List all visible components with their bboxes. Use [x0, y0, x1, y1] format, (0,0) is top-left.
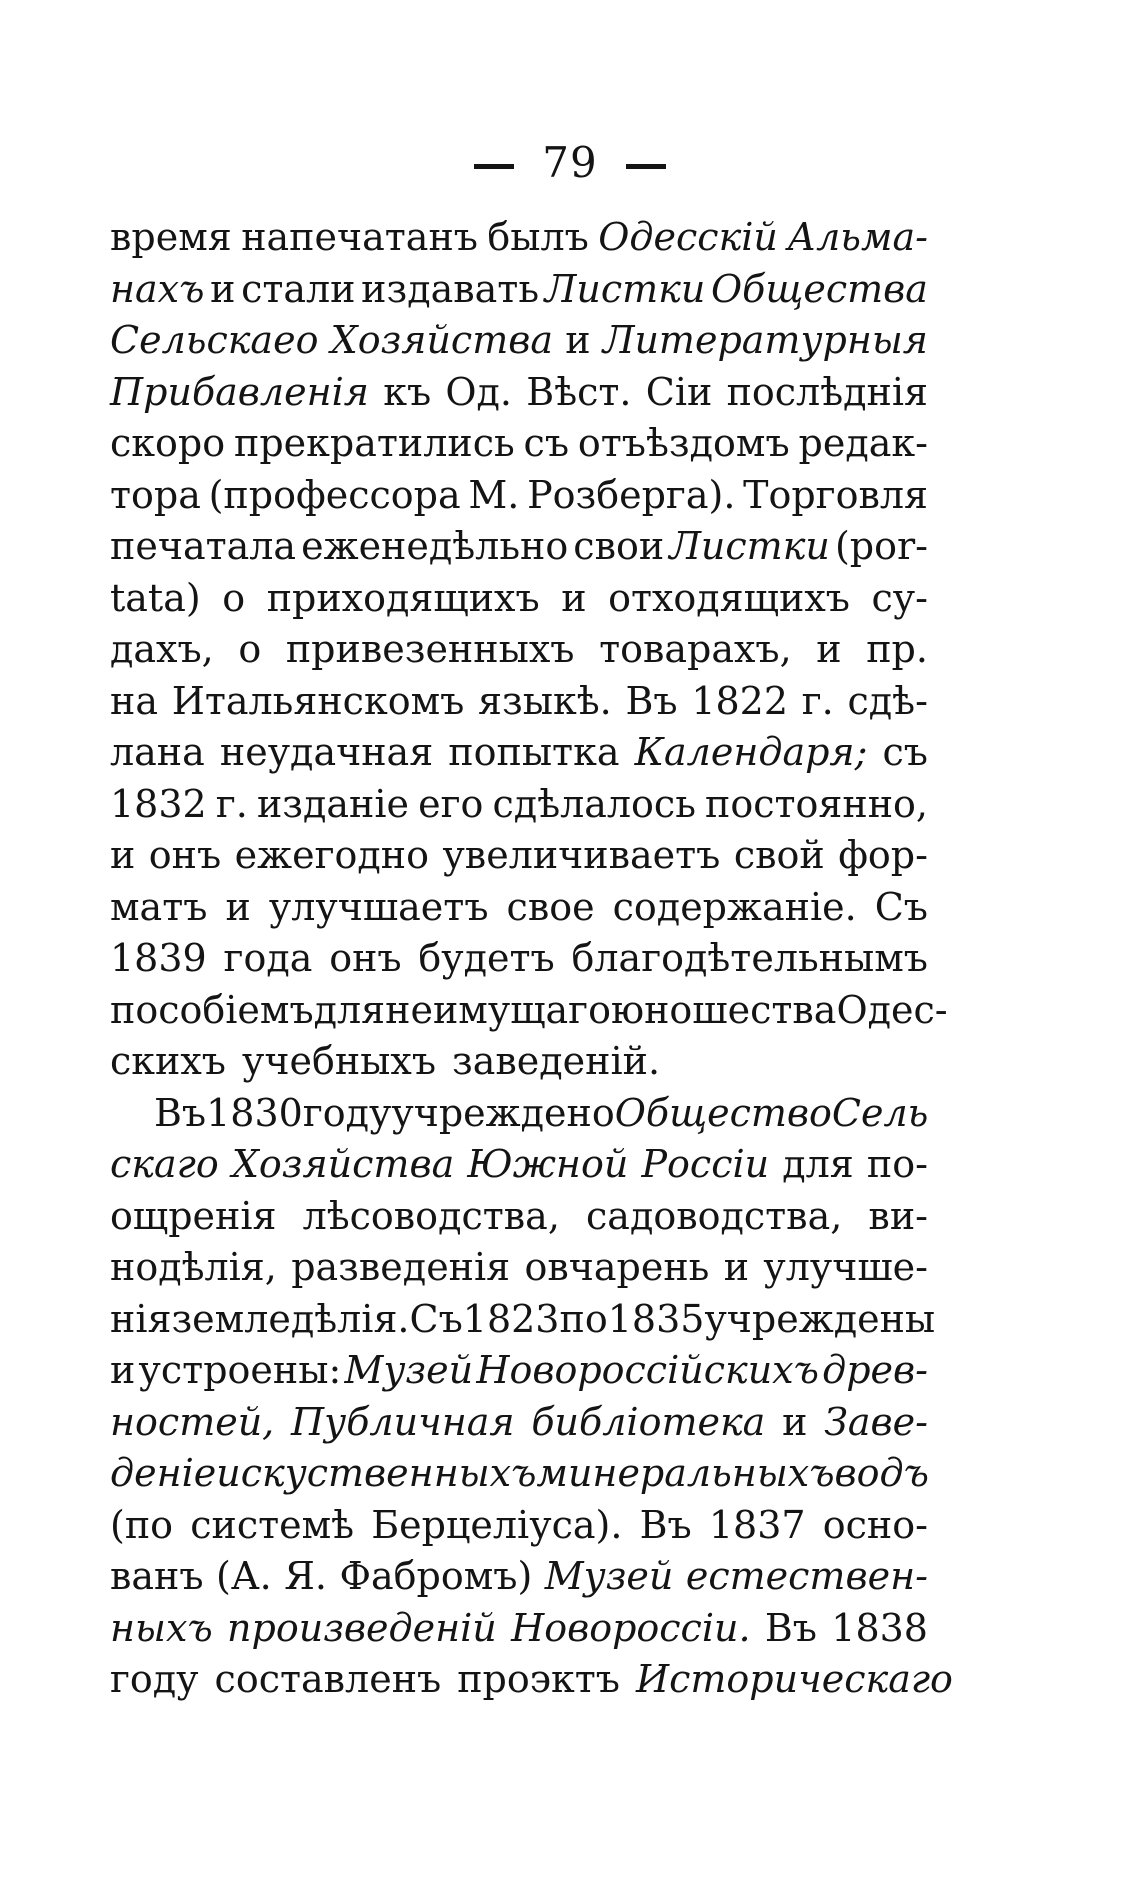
- word: лѣсоводства,: [302, 1193, 560, 1238]
- word: свое: [506, 884, 595, 929]
- word: время: [110, 215, 232, 259]
- text-line: [110, 933, 928, 985]
- word: Новороссійскихъ: [476, 1348, 819, 1392]
- word: къ: [383, 369, 432, 414]
- word: году: [110, 1657, 199, 1701]
- word: и: [210, 266, 236, 311]
- word: свои: [573, 524, 665, 568]
- text-line: [110, 676, 928, 728]
- word: произведеній: [227, 1605, 497, 1650]
- word: еженедѣльно: [301, 524, 569, 568]
- word: о: [238, 627, 262, 671]
- text-line: [110, 1036, 928, 1088]
- text-line: [110, 1294, 936, 1346]
- text-line: [110, 727, 928, 779]
- word: Музей: [344, 1348, 474, 1392]
- word: отходящихъ: [608, 575, 850, 620]
- word: юношества: [610, 987, 837, 1032]
- word: напечатанъ: [241, 215, 478, 259]
- text-line: [110, 264, 928, 316]
- word: попытка: [448, 730, 620, 774]
- word: онъ: [329, 936, 402, 980]
- word: искуственныхъ: [216, 1451, 537, 1495]
- word: прекратились: [234, 421, 515, 465]
- word: скоро: [110, 421, 226, 465]
- word: земледѣлія.: [171, 1296, 410, 1341]
- word: Од.: [445, 369, 513, 414]
- word: ванъ: [110, 1554, 204, 1598]
- word: содержаніе.: [612, 884, 857, 929]
- text-line: [110, 1088, 928, 1140]
- body-text: [110, 212, 953, 1706]
- word: ви-: [868, 1193, 928, 1238]
- word: лана: [110, 730, 205, 774]
- word: Новороссіи.: [511, 1605, 751, 1650]
- word: Съ: [409, 1296, 463, 1341]
- word: о: [222, 575, 246, 620]
- word: скихъ: [110, 1039, 226, 1083]
- word: матъ: [110, 884, 208, 929]
- text-line: [110, 470, 928, 522]
- word: древ-: [822, 1348, 928, 1392]
- word: и: [782, 1399, 808, 1444]
- word: деніе: [110, 1451, 217, 1495]
- text-line: [110, 1139, 928, 1191]
- word: нахъ: [110, 266, 205, 311]
- word: съ: [882, 730, 928, 774]
- word: водъ: [834, 1451, 929, 1495]
- word: М.: [468, 472, 520, 517]
- header-dash-right: [626, 164, 666, 169]
- word: языкѣ.: [478, 678, 612, 723]
- word: (профессора: [208, 472, 461, 517]
- word: Историческаго: [635, 1657, 953, 1701]
- text-line: [110, 1397, 928, 1449]
- word: издавать: [361, 266, 540, 311]
- text-line: [110, 573, 928, 625]
- word: минеральныхъ: [536, 1451, 835, 1495]
- word: привезенныхъ: [285, 627, 575, 671]
- word: Хозяйства: [231, 1142, 455, 1186]
- word: печатала: [110, 524, 297, 568]
- text-line: [110, 1551, 928, 1603]
- text-line: [110, 985, 948, 1037]
- word: году: [302, 1090, 392, 1135]
- word: неимущаго: [385, 987, 611, 1032]
- word: Календаря;: [634, 730, 868, 774]
- word: Общество: [614, 1090, 832, 1135]
- word: tata): [110, 575, 201, 620]
- word: Россіи: [641, 1142, 770, 1186]
- text-line: [110, 1603, 928, 1655]
- word: Литературныя: [602, 318, 928, 362]
- word: 1832: [110, 781, 207, 826]
- text-line: [110, 1191, 928, 1243]
- text-line: [110, 830, 928, 882]
- word: сдѣ-: [847, 678, 928, 723]
- word: 1823: [462, 1296, 560, 1341]
- word: г.: [215, 781, 248, 826]
- word: неудачная: [219, 730, 434, 774]
- word: пр.: [866, 627, 928, 671]
- word: учебныхъ: [241, 1039, 436, 1083]
- word: Розберга).: [527, 472, 736, 517]
- word: на: [110, 678, 158, 723]
- word: 1837: [708, 1502, 806, 1547]
- word: стали: [241, 266, 356, 311]
- word: Музей: [544, 1554, 674, 1598]
- word: Хозяйства: [330, 318, 554, 362]
- word: и: [565, 318, 591, 362]
- word: улучшаетъ: [268, 884, 489, 929]
- text-line: [110, 779, 928, 831]
- word: Листки: [544, 266, 706, 311]
- word: Альма-: [787, 215, 928, 259]
- word: будетъ: [418, 936, 555, 980]
- page-number: 79: [542, 138, 598, 187]
- word: скаго: [110, 1142, 219, 1186]
- text-line: [110, 1242, 928, 1294]
- word: сдѣлалось: [492, 781, 696, 826]
- word: Сель: [831, 1090, 929, 1135]
- word: Заве-: [824, 1399, 928, 1444]
- word: 1838: [831, 1605, 928, 1650]
- word: увеличиваетъ: [442, 833, 721, 877]
- word: редак-: [798, 421, 928, 465]
- word: Общества: [710, 266, 928, 311]
- word: учреждены: [704, 1296, 936, 1341]
- word: учреждено: [391, 1090, 615, 1135]
- text-line: [110, 212, 928, 264]
- word: Сіи: [645, 369, 713, 414]
- text-line: [110, 1654, 953, 1706]
- word: Одесскій: [598, 215, 778, 259]
- word: 1830: [206, 1090, 303, 1135]
- word: отъѣздомъ: [577, 421, 790, 465]
- word: дахъ,: [110, 627, 214, 671]
- word: по-: [866, 1142, 928, 1186]
- word: 1839: [110, 936, 207, 980]
- word: по: [559, 1296, 608, 1341]
- word: Въ: [764, 1605, 817, 1650]
- word: тора: [110, 472, 201, 517]
- word: и: [110, 833, 136, 877]
- word: составленъ: [214, 1657, 442, 1701]
- word: (по: [110, 1502, 174, 1547]
- header-dash-left: [474, 164, 514, 169]
- word: и: [225, 884, 251, 929]
- word: постоянно,: [705, 781, 928, 826]
- word: былъ: [487, 215, 589, 259]
- text-line: [110, 1448, 928, 1500]
- word: овчарень: [524, 1245, 710, 1289]
- text-line: [110, 1500, 928, 1552]
- word: съ: [523, 421, 570, 465]
- word: Съ: [874, 884, 928, 929]
- word: проэктъ: [457, 1657, 620, 1701]
- word: и: [561, 575, 587, 620]
- word: садоводства,: [586, 1193, 843, 1238]
- word: улучше-: [763, 1245, 928, 1289]
- text-line: [110, 624, 928, 676]
- word: благодѣтельнымъ: [571, 936, 928, 980]
- word: разведенія: [291, 1245, 511, 1289]
- word: для: [782, 1142, 854, 1186]
- word: Торговля: [743, 472, 928, 517]
- word: фор-: [838, 833, 928, 877]
- word: Сельскаео: [110, 318, 319, 362]
- word: ныхъ: [110, 1605, 213, 1650]
- word: ностей,: [110, 1399, 275, 1444]
- word: Я.: [284, 1554, 327, 1598]
- word: Прибавленія: [110, 369, 369, 414]
- word: (por-: [834, 524, 928, 568]
- word: су-: [871, 575, 928, 620]
- word: изданіе: [256, 781, 410, 826]
- text-line: [110, 315, 928, 367]
- word: нія: [110, 1296, 172, 1341]
- word: осно-: [822, 1502, 928, 1547]
- word: (А.: [216, 1554, 272, 1598]
- text-line: [110, 418, 928, 470]
- word: товарахъ,: [599, 627, 792, 671]
- text-line: [110, 1345, 928, 1397]
- word: года: [223, 936, 313, 980]
- word: заведеній.: [452, 1039, 661, 1083]
- text-line: [110, 521, 928, 573]
- word: Въ: [625, 678, 678, 723]
- word: Одес-: [836, 987, 948, 1032]
- word: 1835: [607, 1296, 705, 1341]
- word: Публичная: [291, 1399, 515, 1444]
- word: послѣднія: [726, 369, 928, 414]
- text-line: [110, 882, 928, 934]
- text-line: [110, 367, 928, 419]
- word: устроены:: [138, 1348, 342, 1392]
- word: приходящихъ: [266, 575, 540, 620]
- word: Итальянскомъ: [171, 678, 465, 723]
- word: системѣ: [190, 1502, 355, 1547]
- word: ощренія: [110, 1193, 277, 1238]
- word: Въ: [154, 1090, 207, 1135]
- word: г.: [801, 678, 834, 723]
- word: и: [110, 1348, 136, 1392]
- word: пособіемъ: [110, 987, 314, 1032]
- word: Вѣст.: [526, 369, 632, 414]
- word: для: [313, 987, 386, 1032]
- word: Въ: [639, 1502, 692, 1547]
- word: свой: [733, 833, 825, 877]
- word: и: [816, 627, 842, 671]
- word: онъ: [148, 833, 222, 877]
- word: его: [418, 781, 484, 826]
- word: библіотека: [531, 1399, 766, 1444]
- word: и: [723, 1245, 750, 1289]
- word: Берцеліуса).: [371, 1502, 623, 1547]
- word: ежегодно: [234, 833, 429, 877]
- word: Фабромъ): [339, 1554, 533, 1598]
- word: Листки: [669, 524, 830, 568]
- page-header: [0, 133, 1140, 193]
- word: нодѣлія,: [110, 1245, 277, 1289]
- word: Южной: [467, 1142, 629, 1186]
- word: 1822: [691, 678, 789, 723]
- word: естествен-: [685, 1554, 928, 1598]
